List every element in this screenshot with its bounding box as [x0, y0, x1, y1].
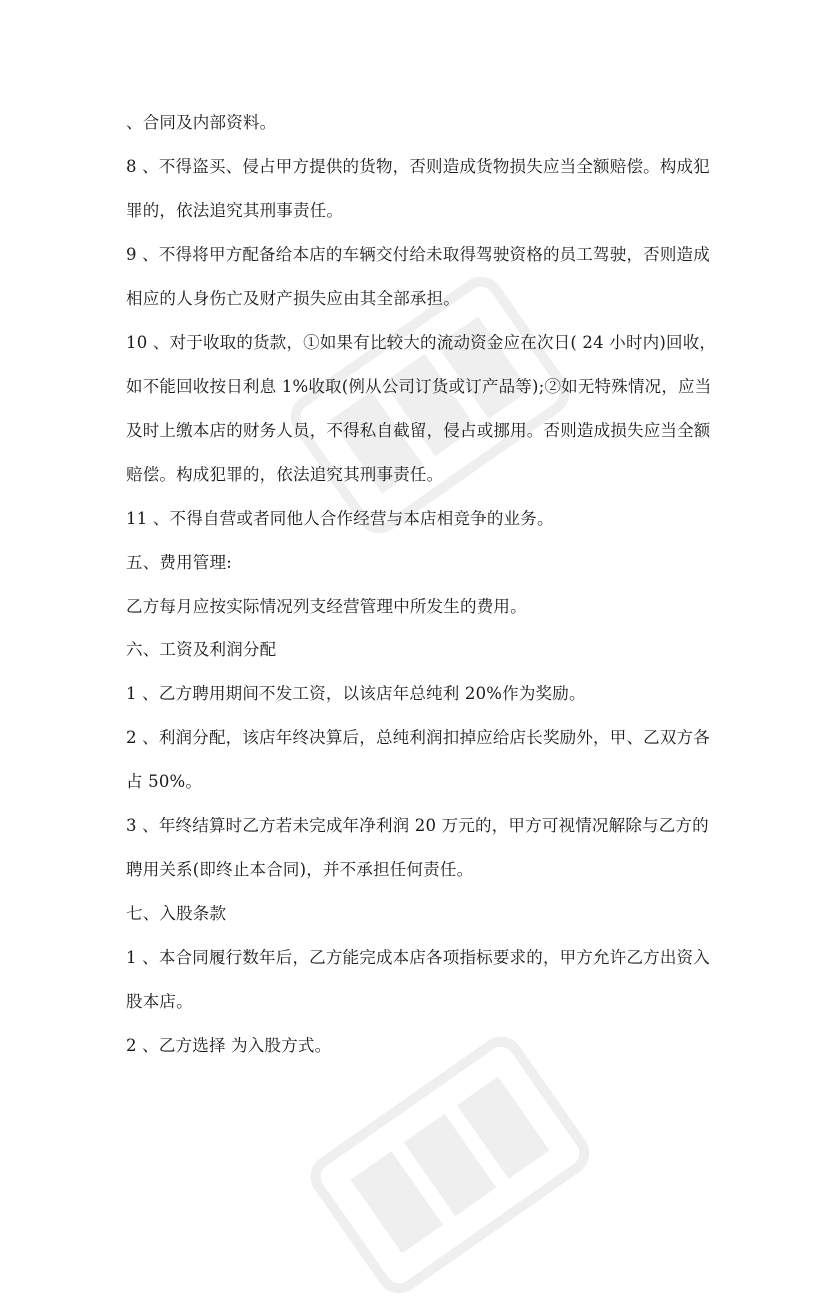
text-line: 10 、对于收取的货款，①如果有比较大的流动资金应在次日( 24 小时内)回收，	[126, 333, 717, 352]
text-line: 乙方每月应按实际情况列支经营管理中所发生的费用。	[126, 597, 527, 616]
section-heading: 七、入股条款	[126, 904, 227, 923]
text-line: 3 、年终结算时乙方若未完成年净利润 20 万元的，甲方可视情况解除与乙方的	[126, 816, 709, 835]
watermark-logo	[295, 1021, 605, 1309]
text-line: 2 、乙方选择 为入股方式。	[126, 1036, 332, 1055]
text-line: 9 、不得将甲方配备给本店的车辆交付给未取得驾驶资格的员工驾驶，否则造成	[126, 245, 710, 264]
text-line: 占 50%。	[126, 772, 203, 791]
text-line: 聘用关系(即终止本合同)，并不承担任何责任。	[126, 860, 474, 879]
text-line: 赔偿。构成犯罪的，依法追究其刑事责任。	[126, 465, 444, 484]
section-heading: 五、费用管理:	[126, 553, 232, 572]
text-line: 8 、不得盗买、侵占甲方提供的货物，否则造成货物损失应当全额赔偿。构成犯	[126, 157, 710, 176]
text-line: 相应的人身伤亡及财产损失应由其全部承担。	[126, 289, 460, 308]
text-line: 股本店。	[126, 992, 193, 1011]
text-line: 11 、不得自营或者同他人合作经营与本店相竞争的业务。	[126, 509, 554, 528]
text-line: 1 、本合同履行数年后，乙方能完成本店各项指标要求的，甲方允许乙方出资入	[126, 948, 710, 967]
text-line: 1 、乙方聘用期间不发工资，以该店年总纯利 20%作为奖励。	[126, 684, 586, 703]
text-line: 如不能回收按日利息 1%收取(例从公司订货或订产品等);②如无特殊情况，应当	[126, 377, 712, 396]
text-line: 、合同及内部资料。	[126, 113, 277, 132]
text-line: 及时上缴本店的财务人员，不得私自截留，侵占或挪用。否则造成损失应当全额	[126, 421, 711, 440]
text-line: 2 、利润分配，该店年终决算后，总纯利润扣掉应给店长奖励外，甲、乙双方各	[126, 728, 710, 747]
section-heading: 六、工资及利润分配	[126, 640, 277, 659]
text-line: 罪的，依法追究其刑事责任。	[126, 201, 344, 220]
